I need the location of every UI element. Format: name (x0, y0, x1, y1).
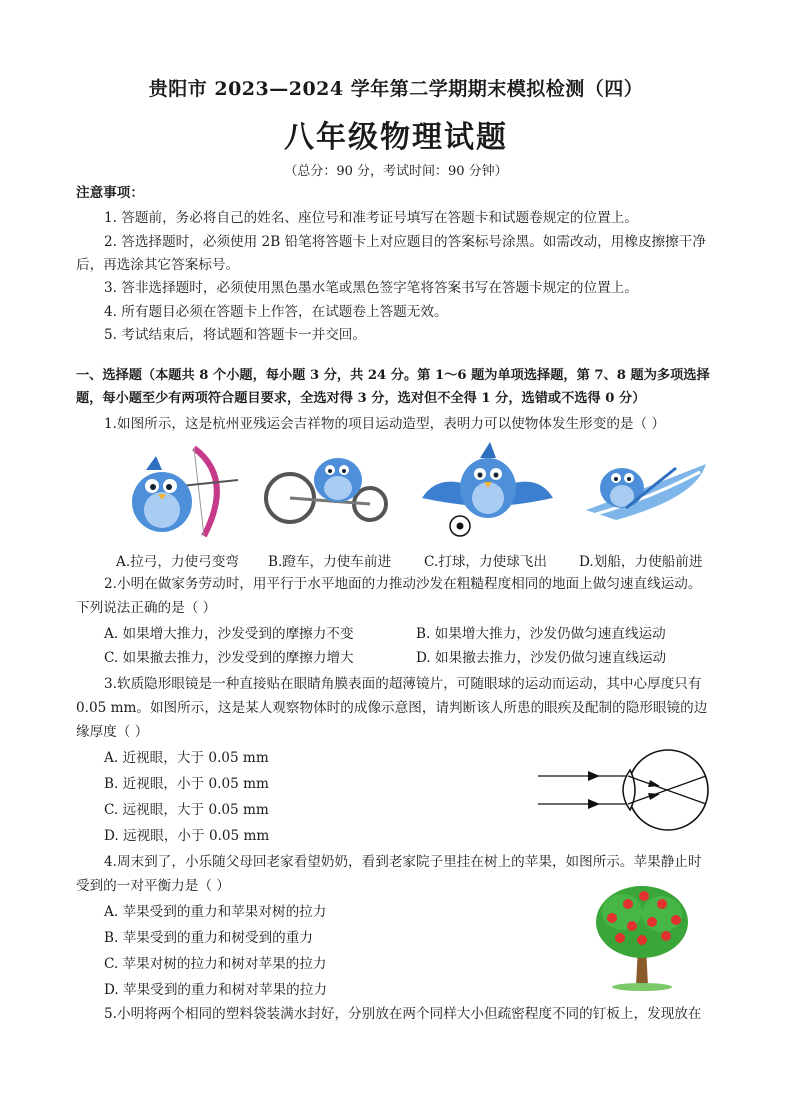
q2-option-a: A. 如果增大推力，沙发受到的摩擦力不变 (104, 626, 354, 642)
q4-stem: 4.周末到了，小乐随父母回老家看望奶奶，看到老家院子里挂在树上的苹果，如图所示。苹果静止时 (104, 854, 702, 870)
q5-stem: 5.小明将两个相同的塑料袋装满水封好，分别放在两个同样大小但疏密程度不同的钉板上，发现放在 (104, 1006, 702, 1022)
mascot-archery-image (116, 440, 246, 540)
q3-option-d: D. 远视眼，小于 0.05 mm (104, 828, 270, 844)
q2-option-b: B. 如果增大推力，沙发仍做匀速直线运动 (416, 626, 666, 642)
mascot-cycling-image (264, 448, 394, 528)
q3-option-c: C. 远视眼，大于 0.05 mm (104, 802, 269, 818)
notice-item: 4. 所有题目必须在答题卡上作答，在试题卷上答题无效。 (104, 304, 448, 320)
q4-option-c: C. 苹果对树的拉力和树对苹果的拉力 (104, 956, 327, 972)
q3-option-a: A. 近视眼，大于 0.05 mm (104, 750, 269, 766)
q1-caption-a: A.拉弓，力使弓变弯 (116, 554, 239, 570)
q4-option-a: A. 苹果受到的重力和苹果对树的拉力 (104, 904, 327, 920)
q1-caption-b: B.蹬车，力使车前进 (268, 554, 392, 570)
notice-item: 3. 答非选择题时，必须使用黑色墨水笔或黑色签字笔将答案书写在答题卡规定的位置上。 (104, 280, 638, 296)
subject-title: 八年级物理试题 (284, 120, 508, 155)
q1-caption-c: C.打球，力使球飞出 (424, 554, 547, 570)
q1-caption-d: D.划船，力使船前进 (579, 554, 703, 570)
q1-stem: 1.如图所示，这是杭州亚残运会吉祥物的项目运动造型，表明力可以使物体发生形变的是（ ） (104, 416, 666, 432)
section-heading-cont: 题，每小题至少有两项符合题目要求，全选对得 3 分，选对但不全得 1 分，选错或不选得 0 分） (76, 391, 646, 406)
q3-option-b: B. 近视眼，小于 0.05 mm (104, 776, 269, 792)
mascot-football-image (420, 440, 555, 540)
notice-item: 2. 答选择题时，必须使用 2B 铅笔将答题卡上对应题目的答案标号涂黑。如需改动，用橡皮擦擦干净 (104, 234, 706, 250)
notice-item: 后，再选涂其它答案标号。 (76, 257, 240, 273)
notice-heading: 注意事项： (76, 185, 144, 201)
exam-meta: （总分：90 分，考试时间：90 分钟） (284, 164, 508, 179)
notice-item: 1. 答题前，务必将自己的姓名、座位号和准考证号填写在答题卡和试题卷规定的位置上。 (104, 210, 638, 226)
q4-option-d: D. 苹果受到的重力和树对苹果的拉力 (104, 982, 327, 998)
q4-stem-cont: 受到的一对平衡力是（ ） (76, 878, 230, 894)
eye-diagram (536, 748, 716, 834)
exam-title: 贵阳市 2023—2024 学年第二学期期末模拟检测（四） (148, 78, 644, 100)
q2-option-c: C. 如果撤去推力，沙发受到的摩擦力增大 (104, 650, 354, 666)
q2-stem: 2.小明在做家务劳动时，用平行于水平地面的力推动沙发在粗糙程度相同的地面上做匀速直线运动。 (104, 576, 702, 592)
q3-stem: 3.软质隐形眼镜是一种直接贴在眼睛角膜表面的超薄镜片，可随眼球的运动而运动，其中心厚度只有 (104, 676, 702, 692)
q4-option-b: B. 苹果受到的重力和树受到的重力 (104, 930, 313, 946)
apple-tree-image (592, 882, 692, 992)
q3-stem-cont: 缘厚度（ ） (76, 724, 149, 740)
q2-stem-cont: 下列说法正确的是（ ） (76, 600, 217, 616)
notice-item: 5. 考试结束后，将试题和答题卡一并交回。 (104, 327, 366, 343)
mascot-rowing-image (576, 448, 711, 528)
q2-option-d: D. 如果撤去推力，沙发仍做匀速直线运动 (416, 650, 667, 666)
section-heading: 一、选择题（本题共 8 个小题，每小题 3 分，共 24 分。第 1～6 题为单项选择题，第 7、8 题为多项选择 (76, 368, 710, 383)
q3-stem-cont: 0.05 mm。如图所示，这是某人观察物体时的成像示意图，请判断该人所患的眼疾及配制的隐形眼镜的边 (76, 700, 708, 716)
